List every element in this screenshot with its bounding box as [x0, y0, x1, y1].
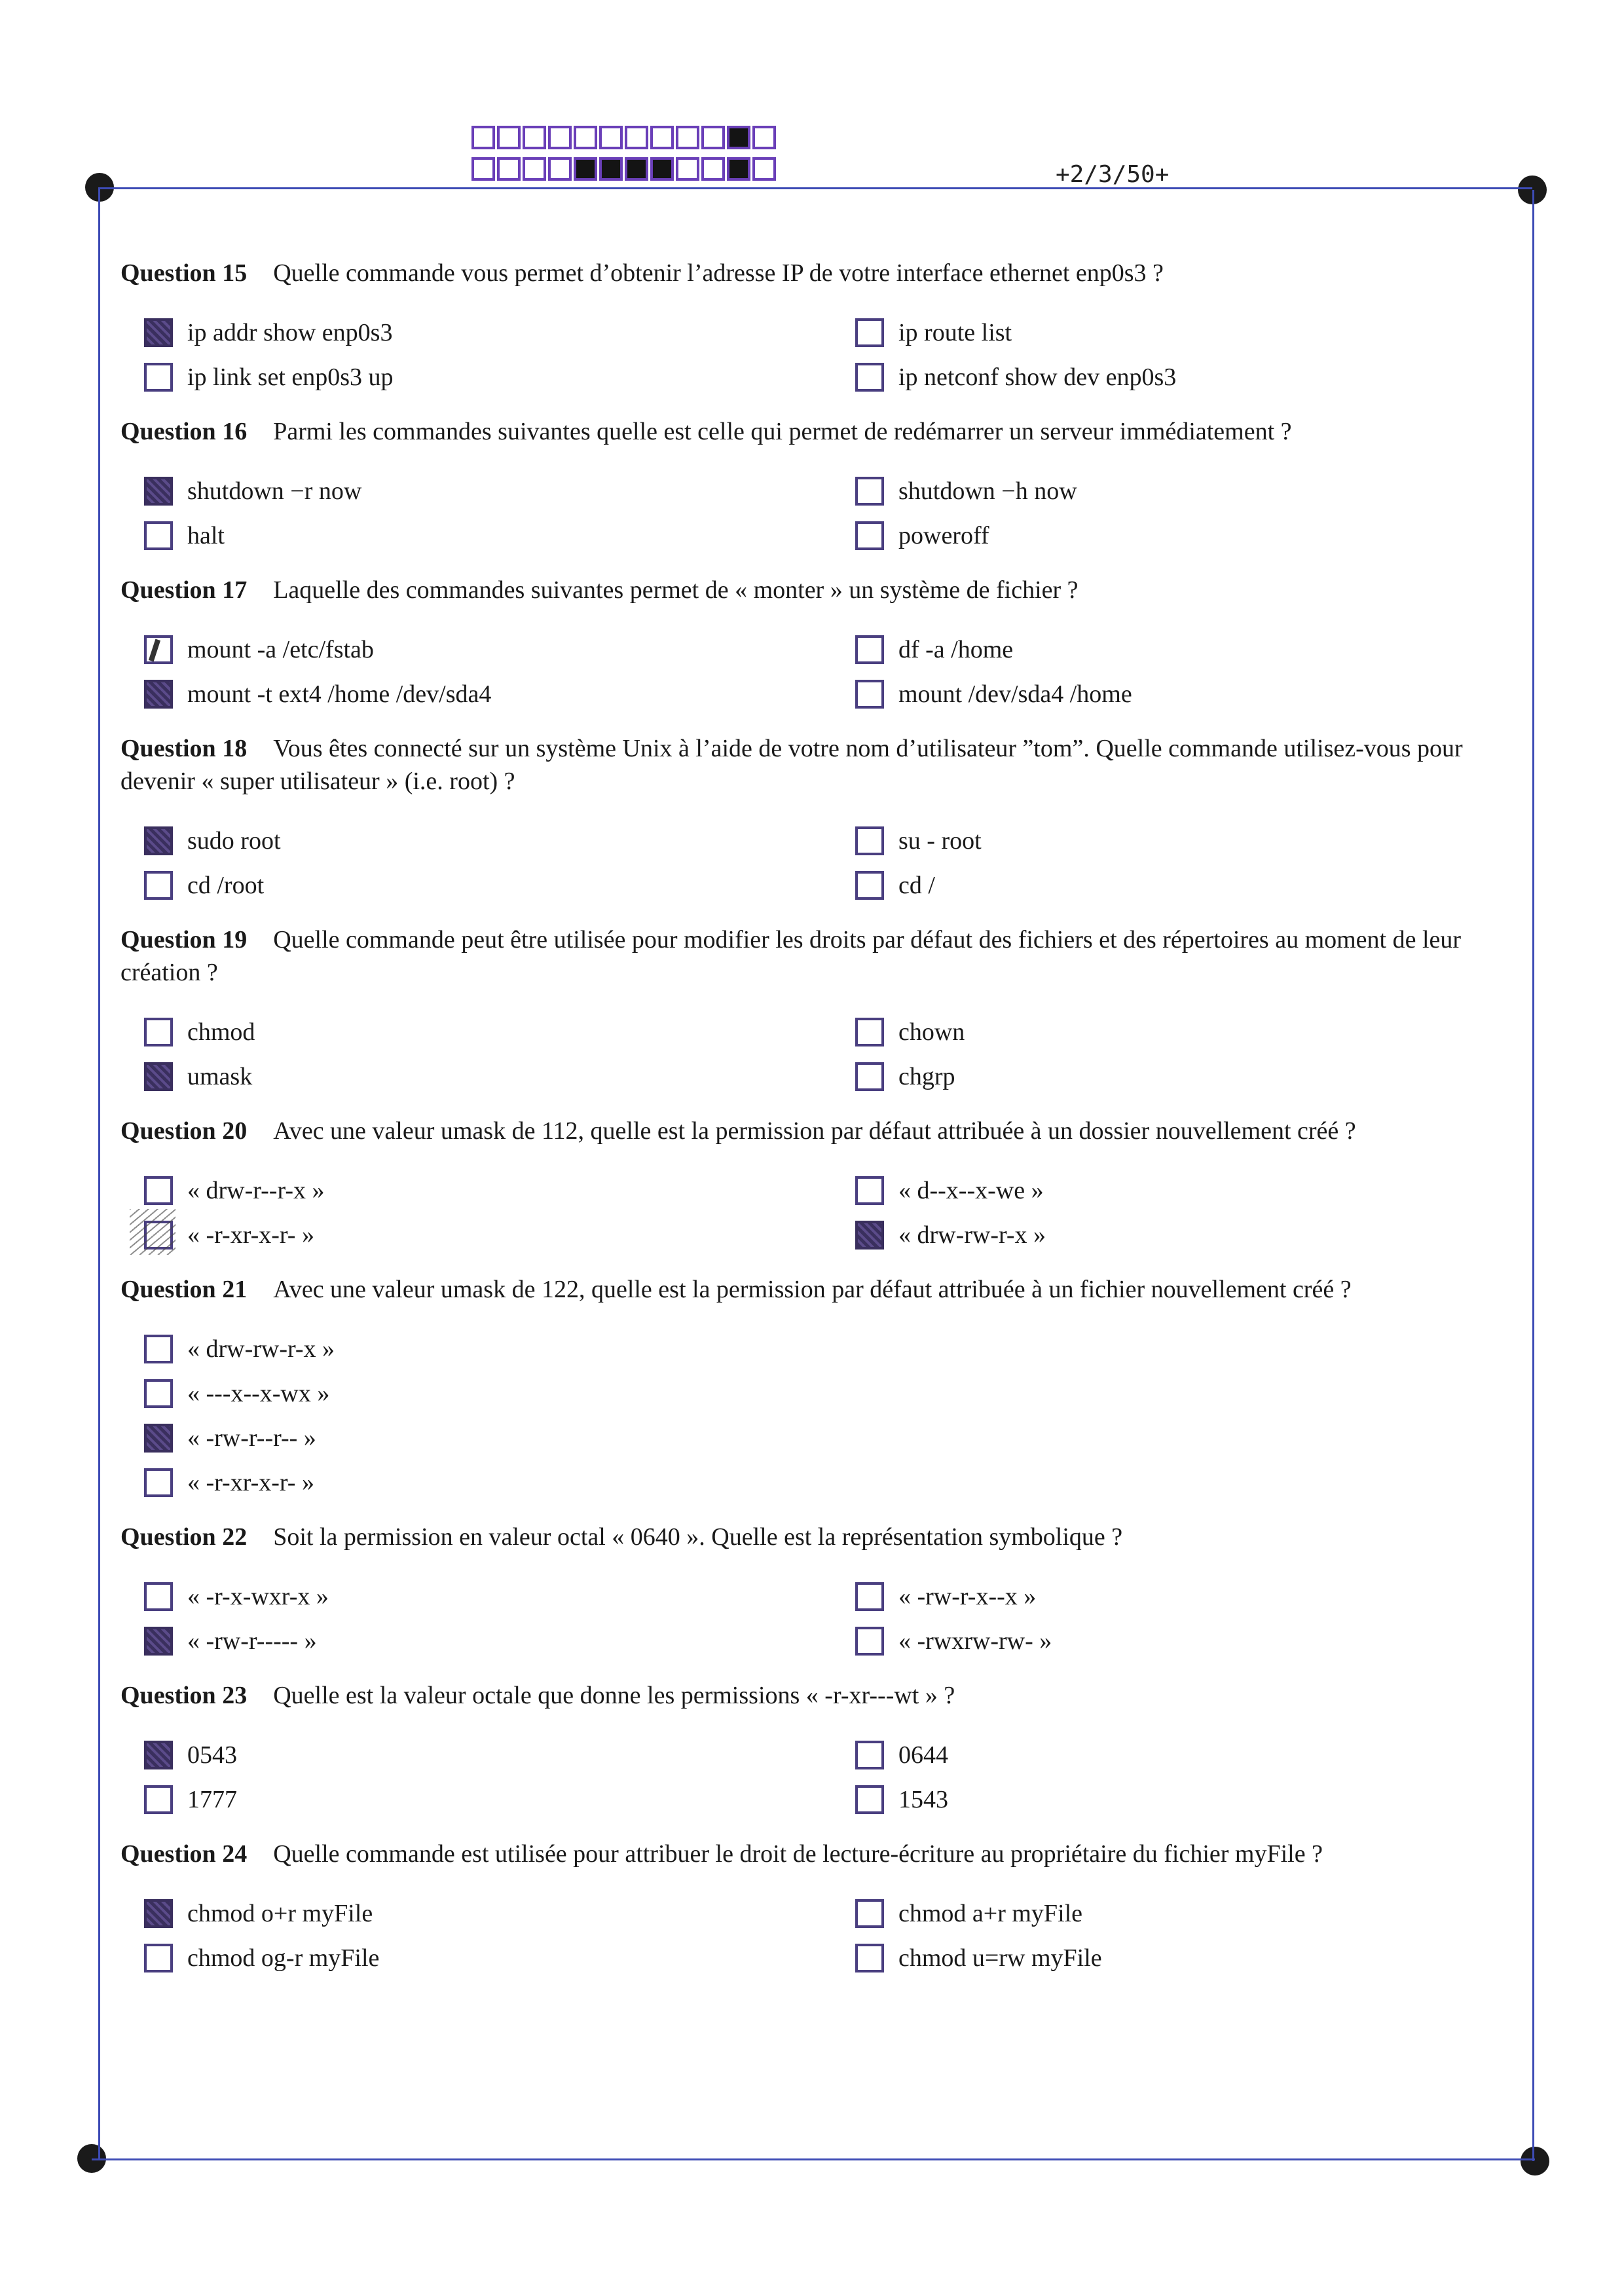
- question-label: Question 17: [120, 576, 248, 604]
- answer-option[interactable]: [120, 1624, 832, 1658]
- answer-text: chmod o+r myFile: [187, 1900, 373, 1927]
- answer-option[interactable]: [832, 1941, 1522, 1975]
- answer-text: chown: [898, 1018, 965, 1046]
- answer-text: « -r-x-wxr-x »: [187, 1583, 329, 1610]
- registration-mark-bottom-right: [1521, 2147, 1549, 2176]
- barcode-cell-filled: [650, 157, 674, 181]
- answer-option[interactable]: [832, 1897, 1522, 1931]
- checkbox-checked[interactable]: [144, 477, 173, 506]
- question-label: Question 24: [120, 1840, 248, 1868]
- checkbox-empty[interactable]: [144, 871, 173, 900]
- answer-option[interactable]: [832, 1218, 1522, 1252]
- answer-option[interactable]: [120, 1897, 832, 1931]
- barcode-cell-empty: [599, 126, 623, 149]
- answer-list: [120, 824, 1522, 902]
- checkbox-empty[interactable]: [855, 1741, 884, 1769]
- question-label: Question 19: [120, 926, 248, 954]
- answer-text: mount /dev/sda4 /home: [898, 680, 1132, 708]
- answer-option[interactable]: [120, 1580, 832, 1614]
- barcode-cell-empty: [548, 126, 572, 149]
- answer-list: [120, 1332, 1522, 1500]
- answer-option[interactable]: [120, 1060, 832, 1094]
- answer-option[interactable]: [832, 1624, 1522, 1658]
- barcode-cell-filled: [727, 157, 750, 181]
- question-block: [120, 732, 1522, 902]
- answer-text: « -rw-r-x--x »: [898, 1583, 1037, 1610]
- checkbox-empty[interactable]: [144, 1335, 173, 1363]
- checkbox-empty[interactable]: [855, 1062, 884, 1091]
- checkbox-empty[interactable]: [855, 1176, 884, 1205]
- answer-option[interactable]: [120, 360, 832, 394]
- question-text: Quelle commande est utilisée pour attribuer le droit de lecture-écriture au propriétaire du fichier myFile ?: [273, 1840, 1323, 1868]
- checkbox-empty[interactable]: [144, 1176, 173, 1205]
- question-text: Quelle est la valeur octale que donne les permissions « -r-xr---wt » ?: [273, 1682, 955, 1709]
- answer-text: cd /root: [187, 872, 265, 899]
- barcode-row-2: [471, 157, 778, 181]
- question-block: [120, 574, 1522, 711]
- checkbox-empty[interactable]: [855, 1785, 884, 1814]
- question-label: Question 22: [120, 1523, 248, 1551]
- answer-option[interactable]: [120, 1015, 832, 1049]
- checkbox-empty[interactable]: [855, 1018, 884, 1046]
- answer-text: « -rwxrw-rw- »: [898, 1627, 1052, 1655]
- checkbox-empty[interactable]: [144, 1944, 173, 1972]
- answer-list: [120, 1174, 1522, 1252]
- answer-option[interactable]: [120, 1377, 832, 1411]
- answer-text: df -a /home: [898, 636, 1014, 663]
- question-header: [120, 415, 1522, 448]
- barcode-row-1: [471, 126, 778, 149]
- checkbox-checked[interactable]: [855, 1221, 884, 1250]
- checkbox-empty[interactable]: [855, 318, 884, 347]
- question-label: Question 21: [120, 1276, 248, 1303]
- checkbox-empty[interactable]: [855, 521, 884, 550]
- answer-text: su - root: [898, 827, 982, 855]
- question-block: [120, 1838, 1522, 1975]
- checkbox-empty[interactable]: [855, 826, 884, 855]
- answer-text: chgrp: [898, 1063, 955, 1090]
- barcode-cell-empty: [523, 157, 546, 181]
- answer-text: « d--x--x-we »: [898, 1177, 1044, 1204]
- checkbox-empty[interactable]: [855, 680, 884, 709]
- checkbox-checked[interactable]: [144, 1424, 173, 1453]
- answer-option[interactable]: [832, 824, 1522, 858]
- barcode-cell-filled: [574, 157, 597, 181]
- barcode-cell-empty: [701, 126, 725, 149]
- question-block: [120, 923, 1522, 1094]
- answer-list: [120, 1580, 1522, 1658]
- barcode-cell-empty: [676, 157, 699, 181]
- barcode-cell-filled: [625, 157, 648, 181]
- checkbox-checked[interactable]: [144, 1627, 173, 1656]
- question-header: [120, 923, 1522, 989]
- answer-text: 0543: [187, 1741, 237, 1769]
- barcode-cell-filled: [727, 126, 750, 149]
- question-header: [120, 1521, 1522, 1553]
- answer-text: chmod og-r myFile: [187, 1944, 380, 1972]
- answer-option[interactable]: [120, 1466, 832, 1500]
- question-label: Question 18: [120, 735, 248, 762]
- answer-option[interactable]: [120, 1218, 832, 1252]
- answer-text: 1543: [898, 1786, 948, 1813]
- question-block: [120, 1521, 1522, 1658]
- answer-text: « -r-xr-x-r- »: [187, 1221, 314, 1249]
- answer-text: chmod a+r myFile: [898, 1900, 1083, 1927]
- answer-option[interactable]: [832, 474, 1522, 508]
- answer-list: [120, 1738, 1522, 1817]
- checkbox-empty[interactable]: [855, 477, 884, 506]
- answer-list: [120, 1897, 1522, 1975]
- question-header: [120, 1838, 1522, 1870]
- sheet-identifier: +2/3/50+: [1056, 161, 1170, 188]
- answer-option[interactable]: [832, 1783, 1522, 1817]
- answer-option[interactable]: [120, 1941, 832, 1975]
- question-header: [120, 1273, 1522, 1306]
- answer-list: [120, 1015, 1522, 1094]
- answer-text: « drw-rw-r-x »: [898, 1221, 1046, 1249]
- answer-option[interactable]: [120, 633, 832, 667]
- checkbox-empty[interactable]: [144, 1785, 173, 1814]
- answer-text: ip route list: [898, 319, 1012, 346]
- barcode-cell-empty: [650, 126, 674, 149]
- answer-option[interactable]: [832, 519, 1522, 553]
- question-header: [120, 732, 1522, 798]
- barcode-cell-empty: [625, 126, 648, 149]
- answer-text: umask: [187, 1063, 253, 1090]
- question-label: Question 16: [120, 418, 248, 445]
- barcode-cell-empty: [752, 157, 776, 181]
- answer-option[interactable]: [120, 824, 832, 858]
- checkbox-checked[interactable]: [144, 680, 173, 709]
- question-text: Quelle commande vous permet d’obtenir l’adresse IP de votre interface ethernet enp0s3 ?: [273, 259, 1164, 287]
- barcode-cell-empty: [471, 126, 495, 149]
- question-label: Question 15: [120, 259, 248, 287]
- answer-text: mount -t ext4 /home /dev/sda4: [187, 680, 492, 708]
- question-header: [120, 1115, 1522, 1147]
- answer-list: [120, 316, 1522, 394]
- checkbox-checked[interactable]: [144, 1062, 173, 1091]
- question-header: [120, 1679, 1522, 1712]
- answer-text: halt: [187, 522, 225, 549]
- question-header: [120, 257, 1522, 289]
- checkbox-empty[interactable]: [144, 1582, 173, 1611]
- checkbox-empty[interactable]: [855, 635, 884, 664]
- answer-option[interactable]: [120, 474, 832, 508]
- answer-option[interactable]: [120, 677, 832, 711]
- answer-option[interactable]: [120, 316, 832, 350]
- answer-text: « -r-xr-x-r- »: [187, 1469, 314, 1496]
- question-header: [120, 574, 1522, 606]
- answer-text: 0644: [898, 1741, 948, 1769]
- answer-text: « -rw-r----- »: [187, 1627, 317, 1655]
- answer-option[interactable]: [832, 316, 1522, 350]
- question-text: Avec une valeur umask de 112, quelle est la permission par défaut attribuée à un dossier nouvellement créé ?: [273, 1117, 1356, 1145]
- answer-option[interactable]: [832, 1738, 1522, 1772]
- answer-text: « drw-r--r-x »: [187, 1177, 325, 1204]
- answer-text: shutdown −h now: [898, 477, 1077, 505]
- answer-text: sudo root: [187, 827, 281, 855]
- checkbox-empty[interactable]: [144, 363, 173, 392]
- question-block: [120, 1115, 1522, 1252]
- answer-list: [120, 633, 1522, 711]
- checkbox-checked[interactable]: [144, 826, 173, 855]
- answer-text: chmod u=rw myFile: [898, 1944, 1102, 1972]
- question-block: [120, 257, 1522, 394]
- answer-list: [120, 474, 1522, 553]
- barcode-cell-empty: [752, 126, 776, 149]
- frame-right-border: [1532, 190, 1534, 2161]
- question-label: Question 23: [120, 1682, 248, 1709]
- answer-option[interactable]: [832, 633, 1522, 667]
- checkbox-checked[interactable]: [144, 1741, 173, 1769]
- answer-text: shutdown −r now: [187, 477, 362, 505]
- barcode-cell-empty: [497, 126, 521, 149]
- answer-text: chmod: [187, 1018, 255, 1046]
- question-block: [120, 1679, 1522, 1817]
- answer-option[interactable]: [120, 1421, 832, 1455]
- barcode-cell-empty: [676, 126, 699, 149]
- checkbox-empty[interactable]: [855, 1582, 884, 1611]
- answer-text: ip addr show enp0s3: [187, 319, 393, 346]
- frame-left-border: [98, 187, 100, 2158]
- checkbox-empty[interactable]: [855, 871, 884, 900]
- checkbox-empty[interactable]: [855, 1899, 884, 1928]
- answer-option[interactable]: [832, 868, 1522, 902]
- checkbox-checked[interactable]: [144, 318, 173, 347]
- questions-container: [120, 257, 1522, 1996]
- question-text: Laquelle des commandes suivantes permet de « monter » un système de fichier ?: [273, 576, 1079, 604]
- answer-option[interactable]: [832, 1174, 1522, 1208]
- answer-option[interactable]: [120, 1174, 832, 1208]
- barcode-cell-empty: [523, 126, 546, 149]
- answer-option[interactable]: [832, 1015, 1522, 1049]
- checkbox-empty[interactable]: [144, 635, 173, 664]
- question-text: Avec une valeur umask de 122, quelle est la permission par défaut attribuée à un fichier nouvellement créé ?: [273, 1276, 1352, 1303]
- answer-option[interactable]: [120, 1783, 832, 1817]
- answer-option[interactable]: [832, 677, 1522, 711]
- checkbox-empty[interactable]: [144, 1221, 173, 1250]
- answer-text: ip link set enp0s3 up: [187, 363, 394, 391]
- answer-text: cd /: [898, 872, 935, 899]
- answer-option[interactable]: [832, 1580, 1522, 1614]
- question-text: Quelle commande peut être utilisée pour modifier les droits par défaut des fichiers et des répertoires au moment de leur création ?: [120, 926, 1462, 986]
- frame-bottom-border: [92, 2158, 1535, 2160]
- question-text: Vous êtes connecté sur un système Unix à l’aide de votre nom d’utilisateur ”tom”. Quelle commande utilisez-vous pour devenir « super utilisateur » (i.e. root) ?: [120, 735, 1463, 795]
- question-text: Parmi les commandes suivantes quelle est celle qui permet de redémarrer un serveur immédiatement ?: [273, 418, 1292, 445]
- question-block: [120, 1273, 1522, 1500]
- question-block: [120, 415, 1522, 553]
- checkbox-empty[interactable]: [144, 1018, 173, 1046]
- checkbox-empty[interactable]: [855, 363, 884, 392]
- answer-option[interactable]: [120, 1332, 832, 1366]
- frame-top-border: [100, 187, 1532, 189]
- checkbox-empty[interactable]: [855, 1944, 884, 1972]
- checkbox-empty[interactable]: [144, 1379, 173, 1408]
- answer-text: 1777: [187, 1786, 237, 1813]
- answer-text: mount -a /etc/fstab: [187, 636, 374, 663]
- answer-option[interactable]: [832, 1060, 1522, 1094]
- barcode-cell-filled: [599, 157, 623, 181]
- barcode-cell-empty: [574, 126, 597, 149]
- answer-option[interactable]: [120, 519, 832, 553]
- answer-text: « -rw-r--r-- »: [187, 1424, 316, 1452]
- checkbox-checked[interactable]: [144, 1899, 173, 1928]
- answer-option[interactable]: [120, 868, 832, 902]
- answer-text: poweroff: [898, 522, 989, 549]
- answer-text: « ---x--x-wx »: [187, 1380, 330, 1407]
- answer-option[interactable]: [120, 1738, 832, 1772]
- answer-text: « drw-rw-r-x »: [187, 1335, 335, 1363]
- answer-option[interactable]: [832, 360, 1522, 394]
- checkbox-empty[interactable]: [855, 1627, 884, 1656]
- barcode-cell-empty: [497, 157, 521, 181]
- checkbox-empty[interactable]: [144, 521, 173, 550]
- answer-text: ip netconf show dev enp0s3: [898, 363, 1177, 391]
- question-label: Question 20: [120, 1117, 248, 1145]
- barcode-cell-empty: [471, 157, 495, 181]
- question-text: Soit la permission en valeur octal « 0640 ». Quelle est la représentation symbolique ?: [273, 1523, 1123, 1551]
- barcode-cell-empty: [548, 157, 572, 181]
- checkbox-empty[interactable]: [144, 1468, 173, 1497]
- barcode-cell-empty: [701, 157, 725, 181]
